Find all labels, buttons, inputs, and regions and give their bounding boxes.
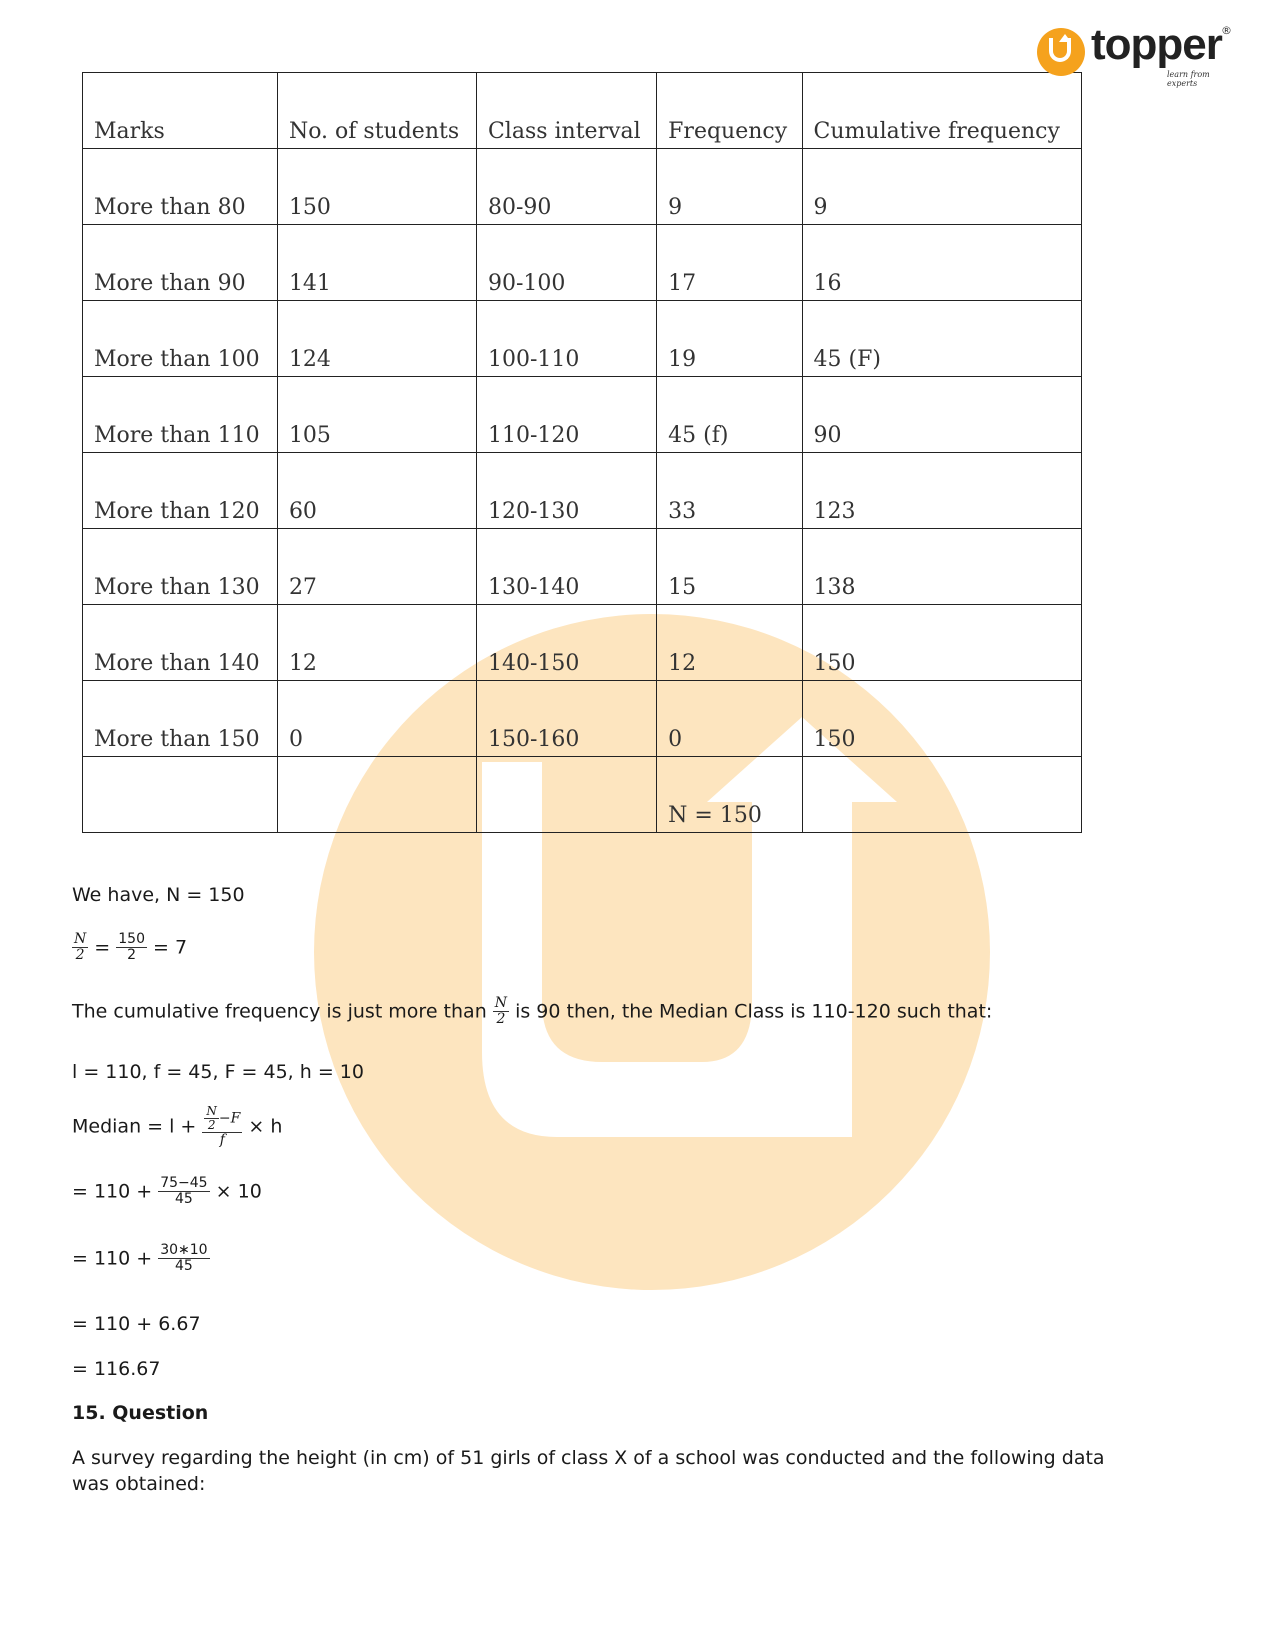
table-cell: More than 90 [83, 225, 278, 301]
table-row [83, 149, 1082, 225]
table-cell: 0 [277, 681, 476, 757]
table-cell: 19 [657, 301, 802, 377]
table-header-row [83, 73, 1082, 149]
fraction-n-over-2: $\frac{N}{2}$ [206, 1104, 217, 1133]
table-cell: 123 [802, 453, 1081, 529]
table-cell: 80-90 [476, 149, 656, 225]
question-body-line-2: was obtained: [72, 1473, 206, 1495]
table-cell: More than 120 [83, 453, 278, 529]
table-cell: 105 [277, 377, 476, 453]
cumulative-frequency-line: The cumulative frequency is just more than $\frac{N}{2}$ is 90 then, the Median Class is 110-120 such that: [72, 995, 993, 1028]
table-cell: 110-120 [476, 377, 656, 453]
fraction-30-10-45: $\frac{30∗10}{45}$ [160, 1242, 208, 1275]
table-cell: More than 110 [83, 377, 278, 453]
table-cell: 150 [277, 149, 476, 225]
median-fraction: $\frac{N}{2}$ −F f [202, 1105, 242, 1149]
values-line: l = 110, f = 45, F = 45, h = 10 [72, 1061, 364, 1083]
table-cell: 45 (f) [657, 377, 802, 453]
table-row [83, 377, 1082, 453]
fraction-150-over-2: $\frac{150}{2}$ [118, 931, 145, 964]
table-cell: 15 [657, 529, 802, 605]
table-cell: 33 [657, 453, 802, 529]
header-class-interval: Class interval [476, 73, 656, 149]
table-cell: 150 [802, 605, 1081, 681]
question-heading: 15. Question [72, 1402, 209, 1424]
fraction-n-over-2: $\frac{N}{2}$ [74, 931, 87, 964]
fraction-75-45: $\frac{75-45}{45}$ [160, 1175, 208, 1208]
table-cell: 141 [277, 225, 476, 301]
table-cell: 9 [802, 149, 1081, 225]
logo-tagline: learn from experts [1167, 70, 1210, 88]
table-cell: 45 (F) [802, 301, 1081, 377]
table-cell: 150-160 [476, 681, 656, 757]
median-step-3: = 110 + 6.67 [72, 1313, 201, 1335]
table-cell: 90 [802, 377, 1081, 453]
median-result: = 116.67 [72, 1358, 161, 1380]
marks-frequency-table [82, 72, 1082, 833]
table-row-total [83, 757, 1082, 833]
table-row [83, 681, 1082, 757]
table-cell: More than 130 [83, 529, 278, 605]
table-cell: 150 [802, 681, 1081, 757]
table-cell [277, 757, 476, 833]
table-cell: 0 [657, 681, 802, 757]
median-step-1: = 110 + $\frac{75-45}{45}$ × 10 [72, 1175, 262, 1208]
table-cell: 124 [277, 301, 476, 377]
table-cell [83, 757, 278, 833]
header-no-of-students: No. of students [277, 73, 476, 149]
question-body-line-1: A survey regarding the height (in cm) of 51 girls of class X of a school was conducted and the following data [72, 1447, 1105, 1469]
table-cell: 27 [277, 529, 476, 605]
median-step-2: = 110 + $\frac{30∗10}{45}$ [72, 1242, 208, 1275]
header-cumulative-frequency: Cumulative frequency [802, 73, 1081, 149]
logo-u-icon [1037, 28, 1085, 76]
table-cell: More than 80 [83, 149, 278, 225]
table-row [83, 605, 1082, 681]
table-row [83, 453, 1082, 529]
table-cell: 130-140 [476, 529, 656, 605]
we-have-line: We have, N = 150 [72, 884, 245, 906]
table-cell: More than 150 [83, 681, 278, 757]
table-cell [802, 757, 1081, 833]
table-cell: 140-150 [476, 605, 656, 681]
table-cell: 9 [657, 149, 802, 225]
table-cell: More than 140 [83, 605, 278, 681]
header-frequency: Frequency [657, 73, 802, 149]
table-row [83, 529, 1082, 605]
table-cell: 100-110 [476, 301, 656, 377]
logo-wordmark: topper [1091, 20, 1222, 69]
table-cell: More than 100 [83, 301, 278, 377]
table-cell: 138 [802, 529, 1081, 605]
table-cell: 12 [657, 605, 802, 681]
table-cell: 12 [277, 605, 476, 681]
half-n-equation: $\frac{N}{2}$ = $\frac{150}{2}$ = 7 [74, 931, 188, 964]
header-marks: Marks [83, 73, 278, 149]
table-cell: 60 [277, 453, 476, 529]
table-cell: 120-130 [476, 453, 656, 529]
table-cell: 90-100 [476, 225, 656, 301]
median-formula: Median = l + $\frac{N}{2}$ −F f × h [72, 1104, 283, 1149]
fraction-n-over-2: $\frac{N}{2}$ [494, 995, 508, 1028]
table-row [83, 225, 1082, 301]
registered-mark: ® [1221, 24, 1232, 37]
table-cell: 17 [657, 225, 802, 301]
table-cell [476, 757, 656, 833]
topper-logo [1037, 20, 1237, 88]
table-row [83, 301, 1082, 377]
table-cell: 16 [802, 225, 1081, 301]
total-n-cell: N = 150 [657, 757, 802, 833]
